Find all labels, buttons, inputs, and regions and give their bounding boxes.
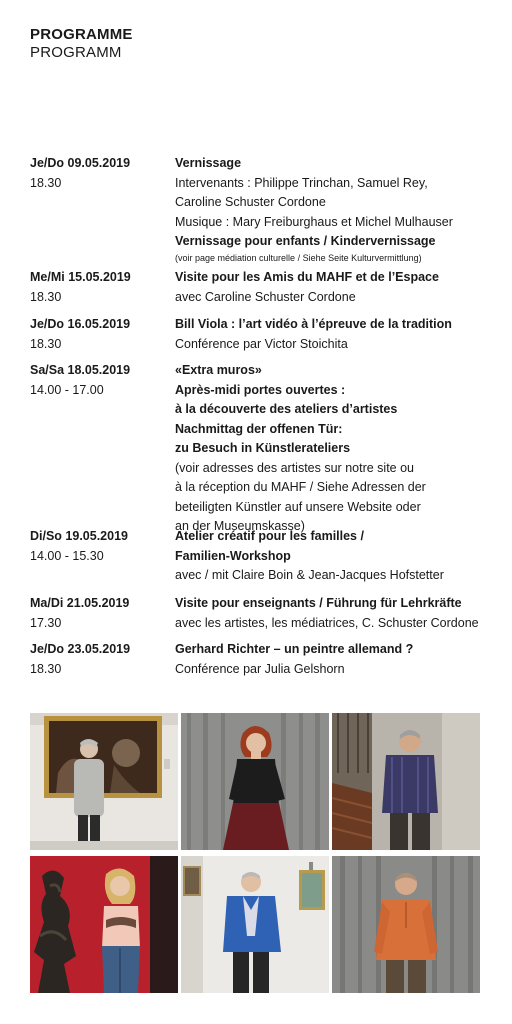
photo-grid (30, 713, 480, 993)
entry-time: 18.30 (30, 661, 62, 676)
entry-title-line: Gerhard Richter – un peintre allemand ? (175, 642, 414, 656)
man-orange-shirt-photo (332, 856, 480, 993)
entry-time: 18.30 (30, 175, 62, 190)
entry-date: Di/So 19.05.2019 (30, 529, 128, 543)
programme-entry (30, 361, 490, 537)
page-heading (30, 26, 133, 62)
man-purple-shirt-photo (332, 713, 480, 850)
entry-detail-line: à la réception du MAHF / Siehe Adressen der (175, 480, 426, 494)
entry-date-column (30, 640, 175, 679)
entry-description (175, 315, 490, 354)
programme-entry (30, 268, 490, 307)
entry-description (175, 527, 490, 586)
entry-title-line: à la découverte des ateliers d’artistes (175, 402, 398, 416)
entry-detail-line: (voir page médiation culturelle / Siehe Seite Kulturvermittlung) (175, 252, 422, 263)
entry-date-column (30, 594, 175, 633)
heading-title-fr: PROGRAMME (30, 26, 133, 43)
entry-title-line: Atelier créatif pour les familles / (175, 529, 364, 543)
entry-title-line: «Extra muros» (175, 363, 262, 377)
entry-detail-line: avec les artistes, les médiatrices, C. Schuster Cordone (175, 615, 479, 630)
entry-title-line: zu Besuch in Künstlerateliers (175, 441, 351, 455)
entry-description (175, 361, 490, 537)
entry-time: 14.00 - 15.30 (30, 548, 104, 563)
entry-time: 18.30 (30, 336, 62, 351)
man-with-painting-photo (30, 713, 178, 850)
heading-title-de: PROGRAMM (30, 44, 122, 61)
programme-entry (30, 154, 490, 264)
entry-title-line: Vernissage (175, 156, 242, 170)
programme-entry (30, 594, 490, 633)
entry-title-line: Nachmittag der offenen Tür: (175, 421, 343, 436)
entry-date: Ma/Di 21.05.2019 (30, 596, 130, 610)
entry-date-column (30, 315, 175, 354)
man-blue-sweater-photo (181, 856, 329, 993)
entry-title-line: Après-midi portes ouvertes : (175, 382, 346, 397)
entry-description (175, 268, 490, 307)
entry-date: Sa/Sa 18.05.2019 (30, 363, 131, 377)
entry-detail-line: (voir adresses des artistes sur notre site ou (175, 460, 414, 475)
entry-detail-line: Caroline Schuster Cordone (175, 195, 326, 209)
entry-description (175, 594, 490, 633)
entry-detail-line: avec Caroline Schuster Cordone (175, 289, 356, 304)
entry-date: Me/Mi 15.05.2019 (30, 270, 131, 284)
entry-time: 17.30 (30, 615, 62, 630)
entry-time: 14.00 - 17.00 (30, 382, 104, 397)
entry-detail-line: avec / mit Claire Boin & Jean-Jacques Hofstetter (175, 568, 444, 582)
entry-detail-line: beteiligten Künstler auf unsere Website oder (175, 499, 421, 514)
entry-title-line: Vernissage pour enfants / Kindervernissage (175, 234, 436, 248)
entry-detail-line: Conférence par Julia Gelshorn (175, 661, 345, 676)
entry-detail-line: an der Museumskasse) (175, 519, 305, 533)
entry-date-column (30, 154, 175, 264)
programme-entry (30, 640, 490, 679)
entry-description (175, 154, 490, 264)
entry-date: Je/Do 23.05.2019 (30, 642, 131, 656)
entry-date: Je/Do 09.05.2019 (30, 156, 131, 170)
woman-with-sculpture-photo (30, 856, 178, 993)
programme-entry (30, 315, 490, 354)
entry-date-column (30, 268, 175, 307)
entry-title-line: Bill Viola : l’art vidéo à l’épreuve de la tradition (175, 317, 452, 331)
woman-red-hair-photo (181, 713, 329, 850)
entry-title-line: Visite pour enseignants / Führung für Lehrkräfte (175, 596, 462, 610)
entry-title-line: Visite pour les Amis du MAHF et de l’Espace (175, 270, 439, 284)
entry-date-column (30, 361, 175, 537)
entry-title-line: Familien-Workshop (175, 548, 291, 563)
entry-detail-line: Intervenants : Philippe Trinchan, Samuel Rey, (175, 175, 428, 190)
entry-detail-line: Musique : Mary Freiburghaus et Michel Mulhauser (175, 214, 453, 229)
entry-detail-line: Conférence par Victor Stoichita (175, 336, 348, 351)
entry-date-column (30, 527, 175, 586)
programme-entry (30, 527, 490, 586)
entry-description (175, 640, 490, 679)
entry-date: Je/Do 16.05.2019 (30, 317, 131, 331)
entry-time: 18.30 (30, 289, 62, 304)
